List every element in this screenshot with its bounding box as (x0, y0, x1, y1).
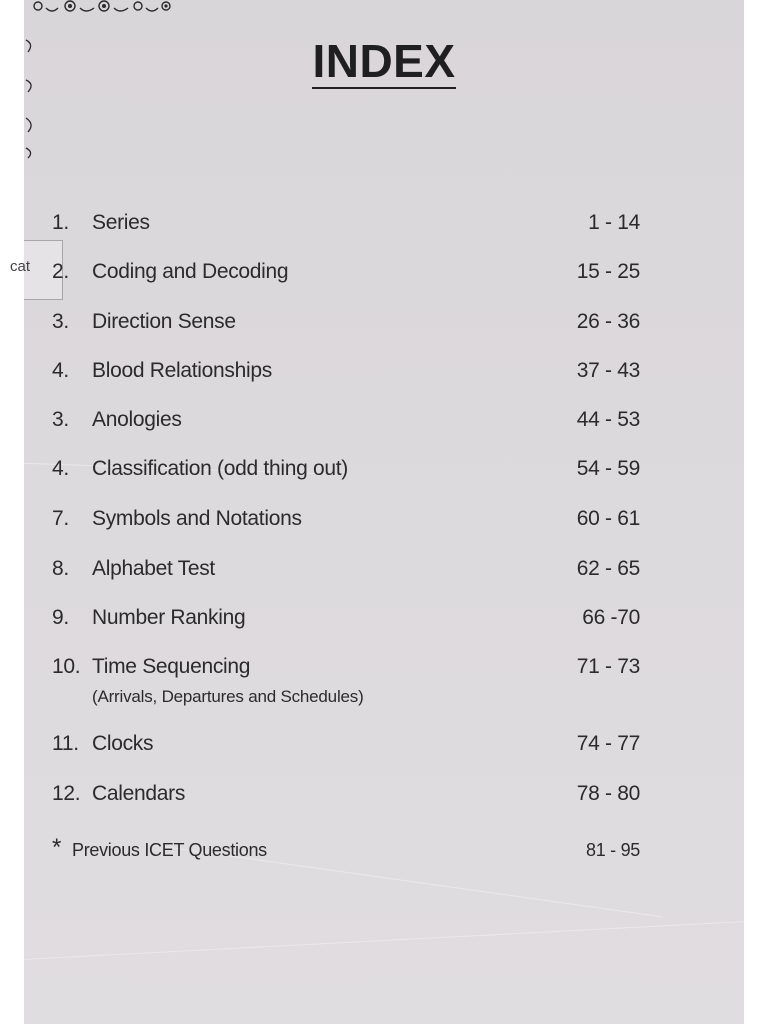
index-label: Anologies (92, 408, 182, 431)
index-row (52, 606, 692, 640)
index-pages: 71 - 73 (576, 655, 640, 678)
index-pages: 60 - 61 (576, 507, 640, 530)
index-label: Series (92, 211, 150, 234)
index-pages: 66 -70 (582, 606, 640, 629)
index-number: 4. (52, 457, 69, 480)
index-number: 3. (52, 408, 69, 431)
index-pages: 81 - 95 (586, 840, 640, 860)
index-pages: 26 - 36 (576, 310, 640, 333)
index-number: 4. (52, 359, 69, 382)
floral-ornament-icon (26, 0, 176, 18)
index-number: 12. (52, 782, 81, 805)
index-number: 9. (52, 606, 69, 629)
index-row (52, 310, 692, 344)
page-title: INDEX (312, 35, 456, 87)
index-label: Coding and Decoding (92, 260, 289, 283)
index-number: 7. (52, 507, 69, 530)
index-row (52, 655, 692, 706)
index-label: Blood Relationships (92, 359, 272, 382)
index-pages: 44 - 53 (576, 408, 640, 431)
index-row (52, 408, 692, 442)
index-label: Clocks (92, 732, 154, 755)
index-pages: 74 - 77 (576, 732, 640, 755)
index-label: Previous ICET Questions (72, 840, 267, 860)
index-number: 11. (52, 732, 79, 755)
index-row-icet (52, 834, 692, 874)
index-pages: 62 - 65 (576, 557, 640, 580)
index-label: Alphabet Test (92, 557, 215, 580)
index-row (52, 507, 692, 541)
index-number: 3. (52, 310, 69, 333)
index-row (52, 732, 692, 766)
index-row (52, 557, 692, 591)
index-label: Calendars (92, 782, 186, 805)
index-pages: 1 - 14 (588, 211, 640, 234)
index-row (52, 457, 692, 491)
index-row (52, 359, 692, 393)
index-label: Classification (odd thing out) (92, 457, 348, 480)
index-pages: 54 - 59 (576, 457, 640, 480)
index-sublabel: (Arrivals, Departures and Schedules) (92, 687, 364, 706)
index-number: 1. (52, 211, 69, 234)
index-number: 8. (52, 557, 69, 580)
index-number: 2. (52, 260, 69, 283)
index-row (52, 782, 692, 816)
index-row (52, 260, 692, 294)
index-number: 10. (52, 655, 81, 678)
index-label: Time Sequencing (92, 655, 251, 678)
index-label: Symbols and Notations (92, 507, 302, 530)
index-label: Direction Sense (92, 310, 236, 333)
index-label: Number Ranking (92, 606, 246, 629)
tab-label: cat (10, 258, 31, 275)
asterisk-marker: * (52, 834, 62, 861)
index-pages: 37 - 43 (576, 359, 640, 382)
index-pages: 78 - 80 (576, 782, 640, 805)
index-pages: 15 - 25 (576, 260, 640, 283)
index-row (52, 211, 692, 245)
